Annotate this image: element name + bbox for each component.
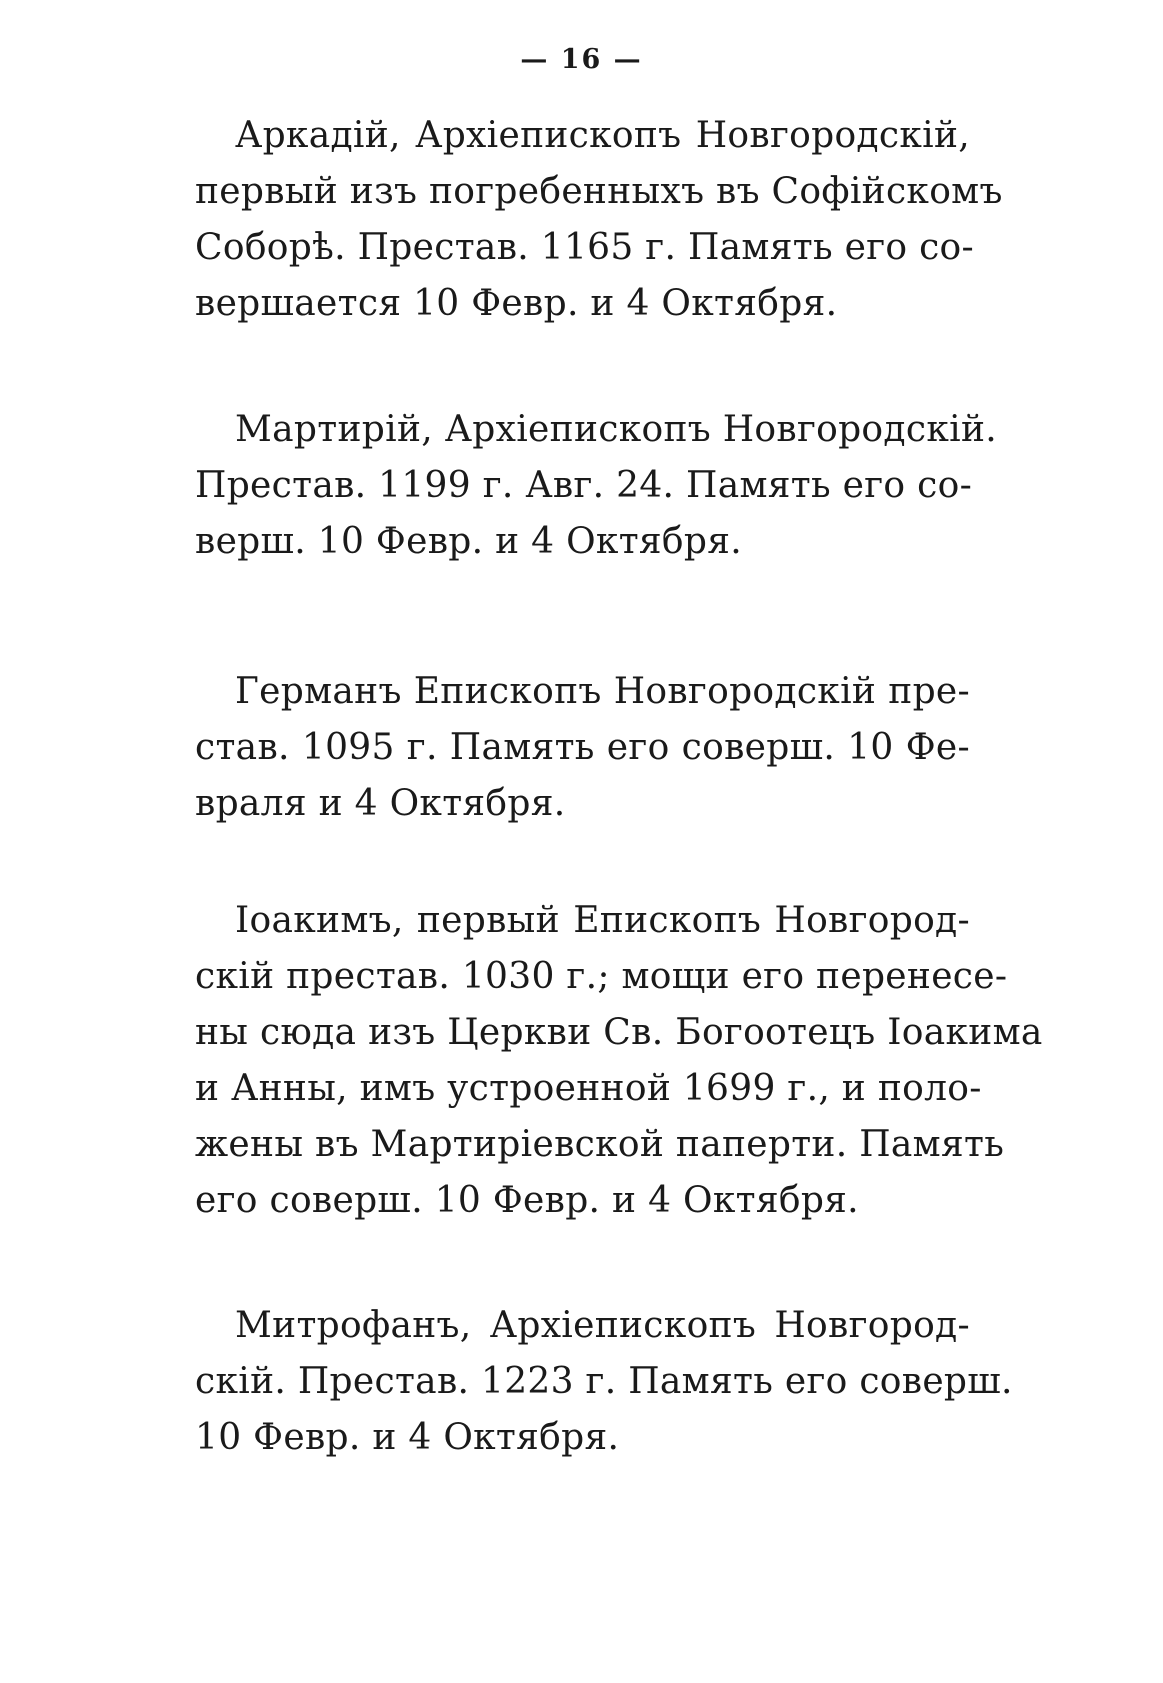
entry-line: Германъ Епископъ Новгородскій пре- bbox=[235, 671, 970, 712]
entry-line: ны сюда изъ Церкви Св. Богоотецъ Іоакима bbox=[195, 1012, 1043, 1053]
entry-line: Престав. 1199 г. Авг. 24. Память его со- bbox=[195, 465, 973, 506]
entry-line: жены въ Мартиріевской паперти. Память bbox=[195, 1124, 1005, 1165]
entry-line: Аркадій, Архіепископъ Новгородскій, bbox=[235, 115, 970, 156]
entry-line: став. 1095 г. Память его соверш. 10 Фе- bbox=[195, 727, 970, 768]
entry-line: первый изъ погребенныхъ въ Софійскомъ bbox=[195, 171, 1003, 212]
entry-line: его соверш. 10 Февр. и 4 Октября. bbox=[195, 1180, 859, 1221]
entry-line: скій. Престав. 1223 г. Память его соверш. bbox=[195, 1361, 1013, 1402]
entry-german bbox=[195, 664, 970, 832]
entry-arkady bbox=[195, 108, 1003, 332]
entry-line: 10 Февр. и 4 Октября. bbox=[195, 1417, 620, 1458]
entry-line: Іоакимъ, первый Епископъ Новгород- bbox=[235, 900, 970, 941]
entry-line: враля и 4 Октября. bbox=[195, 783, 566, 824]
entry-line: Мартирій, Архіепископъ Новгородскій. bbox=[235, 409, 997, 450]
entry-line: вершается 10 Февр. и 4 Октября. bbox=[195, 283, 838, 324]
entry-martiry bbox=[195, 402, 997, 570]
entry-ioakim bbox=[195, 893, 1043, 1229]
page-number: — 16 — bbox=[520, 44, 643, 75]
entry-line: Митрофанъ, Архіепископъ Новгород- bbox=[235, 1305, 970, 1346]
entry-line: Соборѣ. Престав. 1165 г. Память его со- bbox=[195, 227, 974, 268]
entry-line: скій престав. 1030 г.; мощи его перенесе- bbox=[195, 956, 1008, 997]
entry-line: верш. 10 Февр. и 4 Октября. bbox=[195, 521, 743, 562]
entry-line: и Анны, имъ устроенной 1699 г., и поло- bbox=[195, 1068, 982, 1109]
entry-mitrofan bbox=[195, 1298, 1013, 1466]
